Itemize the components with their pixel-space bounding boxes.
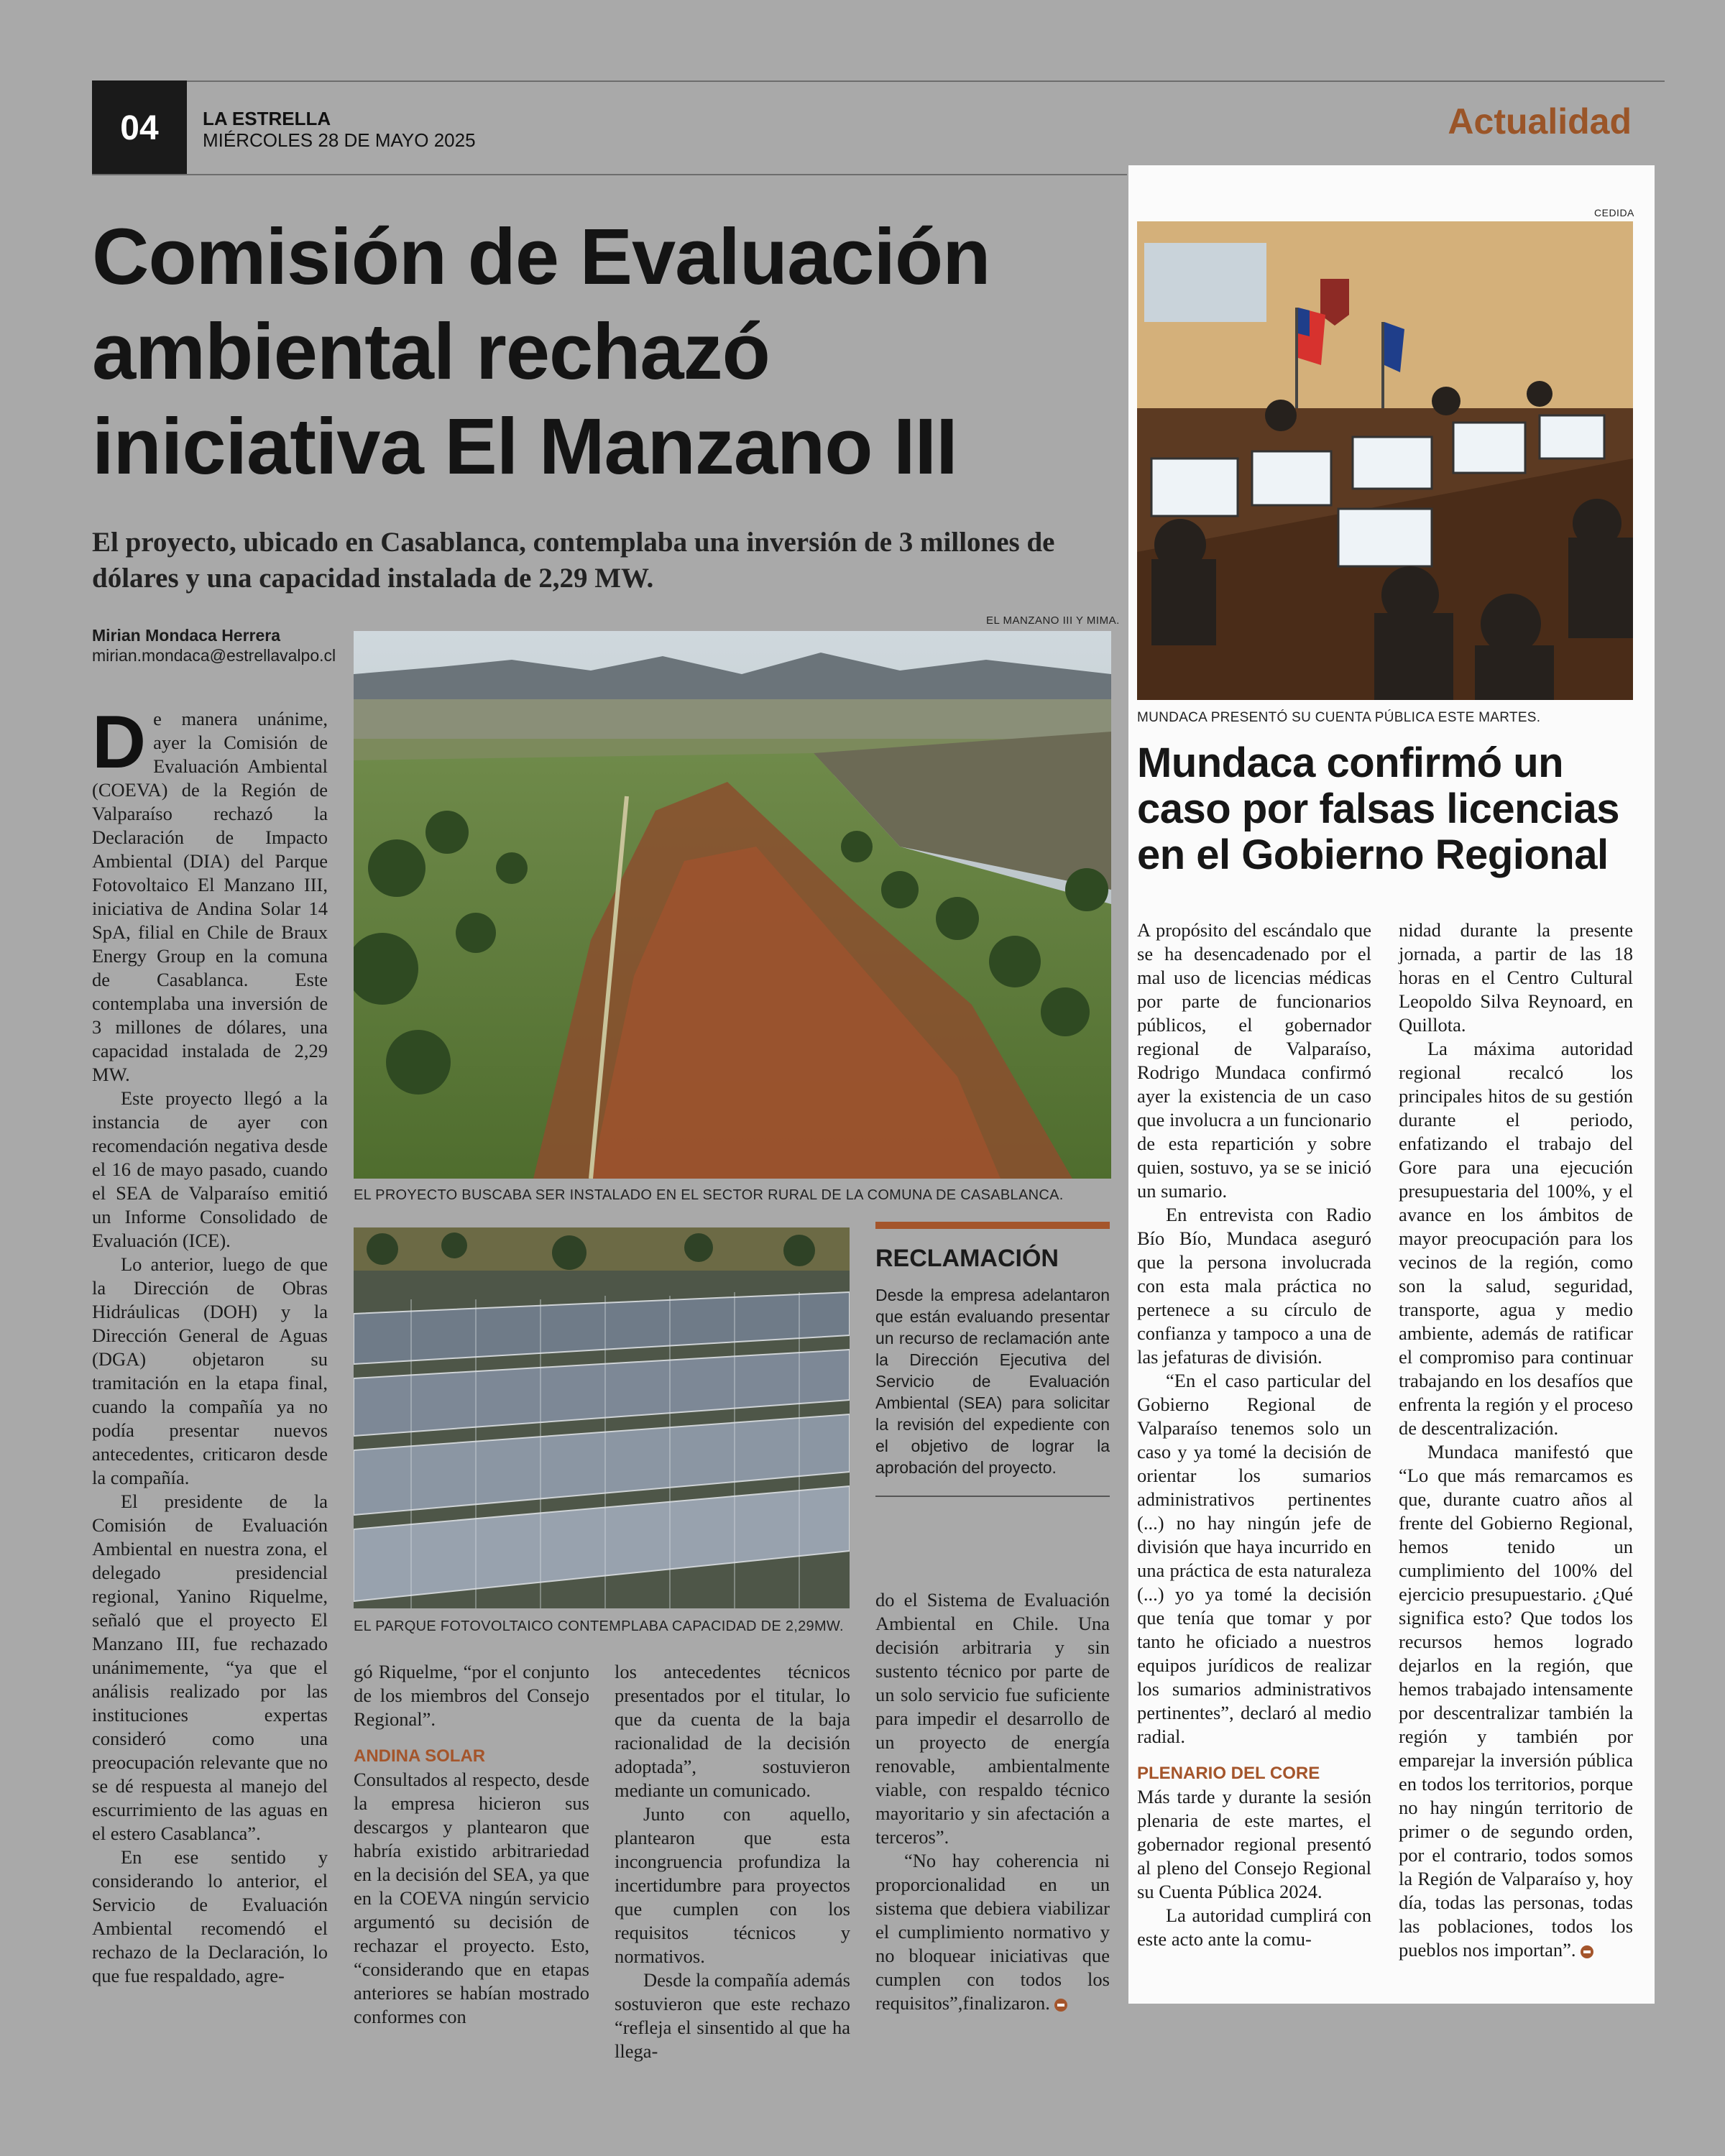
paragraph-text: Mundaca manifestó que “Lo que más remarcamos es que, durante cuatro años al frente del Gobierno Regional, hemos tenido un cumplimiento del 100% del ejercicio presupuestario. ¿Qué significa esto? Que todos los recursos hemos logrado dejarlos en la región, que hemos trabajado intensamente por descentralizar también la región y también por emparejar la inversión pública en todos los territorios, porque no hay ningún territorio de primer o de segundo orden, por el contrario, todos somos la Región de Valparaíso y, hoy día, todas las personas, todas las poblaciones, todos los pueblos nos importan”. bbox=[1399, 1441, 1633, 1961]
paragraph: La máxima autoridad regional recalcó los principales hitos de su gestión durante el periodo, enfatizando el trabajo del Gore para una ejecución presupuestaria del 100%, y el avance en los ámbitos de mayor preocupación para los vecinos de la región, como son la salud, seguridad, transporte, agua y medio ambiente, además de ratificar el compromiso para continuar trabajando en los desafíos que enfrenta la región y el proceso de descentralización. bbox=[1399, 1038, 1633, 1439]
paragraph bbox=[875, 1849, 1110, 2015]
photo-credit: EL MANZANO III Y MIMA. bbox=[986, 614, 1120, 627]
side-headline: Mundaca confirmó un caso por falsas licencias en el Gobierno Regional bbox=[1137, 740, 1619, 878]
paragraph: La autoridad cumplirá con este acto ante la comu- bbox=[1137, 1904, 1371, 1950]
header-rule bbox=[92, 174, 1127, 175]
paragraph bbox=[1399, 1440, 1633, 1962]
issue-date: MIÉRCOLES 28 DE MAYO 2025 bbox=[203, 129, 476, 151]
paragraph: Lo anterior, luego de que la Dirección de Obras Hidráulicas (DOH) y la Dirección General de Aguas (DGA) objetaron su tramitación en la etapa final, cuando la compañía ya no podía presentar nuevos antecedentes, criticaron desde la compañía. bbox=[92, 1253, 328, 1488]
reclamacion-box bbox=[875, 1222, 1110, 1497]
article-column-3 bbox=[615, 1660, 850, 2063]
author-email: mirian.mondaca@estrellavalpo.cl bbox=[92, 646, 336, 665]
paragraph: Junto con aquello, plantearon que esta incongruencia profundiza la incertidumbre para proyectos que cumplen con los requisitos técnicos y normativos. bbox=[615, 1803, 850, 1967]
article-column-1 bbox=[92, 701, 328, 1988]
paragraph-text: “No hay coherencia ni proporcionalidad en un sistema que debiera viabilizar el cumplimiento normativo y no bloquear iniciativas que cumplen con todos los requisitos”,finalizaron. bbox=[875, 1850, 1110, 2014]
paragraph: nidad durante la presente jornada, a partir de las 18 horas en el Centro Cultural Leopoldo Silva Reynoard, en Quillota. bbox=[1399, 919, 1633, 1036]
side-column-1 bbox=[1137, 918, 1371, 1951]
paragraph: e manera unánime, ayer la Comisión de Evaluación Ambiental (COEVA) de la Región de Valparaíso rechazó la Declaración de Impacto Ambiental (DIA) del Parque Fotovoltaico El Manzano III, iniciativa de Andina Solar 14 SpA, filial en Chile de Braux Energy Group en la comuna de Casablanca. Este contemplaba una inversión de 3 millones de dólares, una capacidad instalada de 2,29 MW. bbox=[92, 708, 328, 1085]
photo-caption: EL PARQUE FOTOVOLTAICO CONTEMPLABA CAPACIDAD DE 2,29MW. bbox=[354, 1618, 844, 1634]
end-of-article-icon bbox=[1581, 1945, 1593, 1958]
main-deck: El proyecto, ubicado en Casablanca, contemplaba una inversión de 3 millones de dólares y una capacidad instalada de 2,29 MW. bbox=[92, 527, 1055, 594]
paragraph: los antecedentes técnicos presentados por el titular, lo que da cuenta de la baja racionalidad de la decisión adoptada”, sostuvieron mediante un comunicado. bbox=[615, 1661, 850, 1801]
paragraph: do el Sistema de Evaluación Ambiental en Chile. Una decisión arbitraria y sin sustento técnico por parte de un solo servicio fue suficiente para impedir el desarrollo de un proyecto de energía renovable, ambientalmente viable, con respaldo técnico mayoritario y sin afectación a terceros”. bbox=[875, 1589, 1110, 1848]
paragraph: Consultados al respecto, desde la empresa hicieron sus descargos y plantearon que habría existido arbitrariedad en la decisión del SEA, ya que en la COEVA ningún servicio argumentó su decisión de rechazar el proyecto. Esto, “considerando que en etapas anteriores se habían mostrado conformes con bbox=[354, 1769, 589, 2027]
landscape-photo bbox=[354, 631, 1111, 1179]
article-column-4 bbox=[875, 1588, 1110, 2015]
paragraph: En entrevista con Radio Bío Bío, Mundaca aseguró que la persona involucrada con esta mala práctica no pertenece a su círculo de confianza y tampoco a una de las jefaturas de división. bbox=[1137, 1204, 1371, 1368]
subhead-plenario: PLENARIO DEL CORE bbox=[1137, 1764, 1320, 1783]
solar-panels-photo bbox=[354, 1227, 850, 1608]
paragraph: “En el caso particular del Gobierno Regional de Valparaíso tenemos solo un caso y ya tomé la decisión de orientar los sumarios administrativos pertinentes (...) no hay ningún jefe de división que haya incurrido en una práctica de esta naturaleza (...) yo ya tomé la decisión que tenía que tomar y por tanto he oficiado a nuestros equipos jurídicos de realizar los sumarios administrativos pertinentes”, declaró al medio radial. bbox=[1137, 1370, 1371, 1747]
box-rule bbox=[875, 1496, 1110, 1497]
end-of-article-icon bbox=[1054, 1999, 1067, 2012]
main-headline: Comisión de Evaluación ambiental rechazó iniciativa El Manzano III bbox=[92, 213, 990, 491]
page-number: 04 bbox=[92, 80, 187, 175]
paragraph: Más tarde y durante la sesión plenaria de este martes, el gobernador regional presentó al pleno del Consejo Regional su Cuenta Pública 2024. bbox=[1137, 1786, 1371, 1902]
paragraph: En ese sentido y considerando lo anterior, el Servicio de Evaluación Ambiental recomendó el rechazo de la Declaración, lo que fue respaldado, agre- bbox=[92, 1846, 328, 1986]
photo-caption: EL PROYECTO BUSCABA SER INSTALADO EN EL SECTOR RURAL DE LA COMUNA DE CASABLANCA. bbox=[354, 1187, 1064, 1203]
paragraph: A propósito del escándalo que se ha desencadenado por el mal uso de licencias médicas por parte de funcionarios públicos, el gobernador regional de Valparaíso, Rodrigo Mundaca confirmó ayer la existencia de un caso que involucra a un funcionario de esta repartición y sobre quien, sostuvo, ya se se inició un sumario. bbox=[1137, 919, 1371, 1202]
side-column-2 bbox=[1399, 918, 1633, 1962]
top-rule bbox=[92, 80, 1665, 82]
author-name: Mirian Mondaca Herrera bbox=[92, 626, 281, 645]
paragraph: Desde la compañía además sostuvieron que este rechazo “refleja el sinsentido al que ha llega- bbox=[615, 1969, 850, 2062]
drop-cap: D bbox=[92, 701, 147, 784]
byline bbox=[92, 625, 336, 665]
box-accent-bar bbox=[875, 1222, 1110, 1229]
photo-caption: MUNDACA PRESENTÓ SU CUENTA PÚBLICA ESTE MARTES. bbox=[1137, 710, 1541, 725]
council-meeting-photo bbox=[1137, 221, 1633, 700]
paragraph: gó Riquelme, “por el conjunto de los miembros del Consejo Regional”. bbox=[354, 1661, 589, 1730]
box-title: RECLAMACIÓN bbox=[875, 1245, 1059, 1272]
subhead-andina-solar: ANDINA SOLAR bbox=[354, 1746, 486, 1766]
box-text: Desde la empresa adelantaron que están evaluando presentar un recurso de reclamación ante la Dirección Ejecutiva del Servicio de Evaluación Ambiental (SEA) para solicitar la revisión del expediente con el objetivo de lograr la aprobación del proyecto. bbox=[875, 1286, 1110, 1477]
photo-credit: CEDIDA bbox=[1594, 207, 1634, 218]
paragraph: Este proyecto llegó a la instancia de ayer con recomendación negativa desde el 16 de mayo pasado, cuando el SEA de Valparaíso emitió un Informe Consolidado de Evaluación (ICE). bbox=[92, 1087, 328, 1251]
paragraph: El presidente de la Comisión de Evaluación Ambiental en nuestra zona, el delegado presidencial regional, Yanino Riquelme, señaló que el proyecto El Manzano III, fue rechazado unánimemente, “ya que el análisis realizado por las instituciones expertas consideró como una preocupación relevante que no se dé respuesta al manejo del escurrimiento de las aguas en el estero Casablanca”. bbox=[92, 1491, 328, 1844]
article-column-2 bbox=[354, 1660, 589, 2029]
section-label: Actualidad bbox=[1448, 101, 1632, 142]
newspaper-name: LA ESTRELLA bbox=[203, 108, 331, 129]
